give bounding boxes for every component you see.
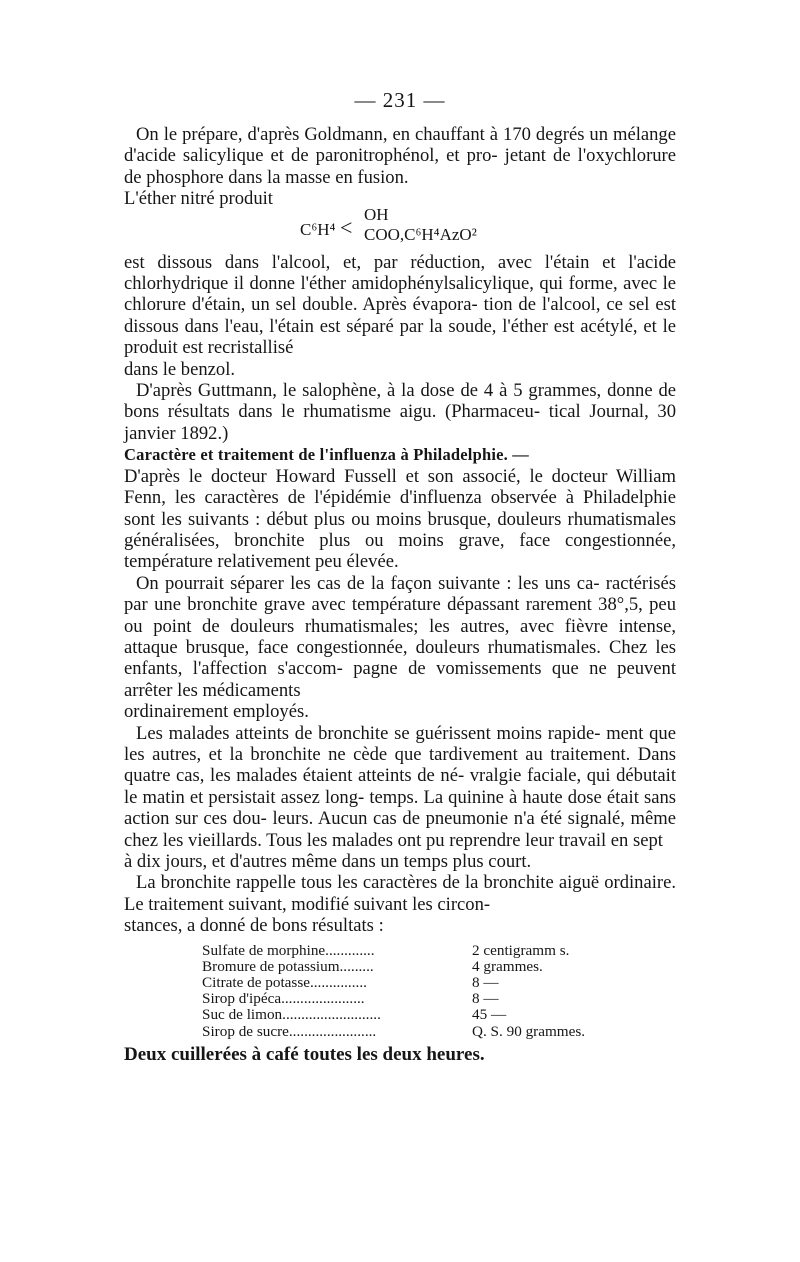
formula-base: C⁶H⁴ (300, 219, 336, 239)
text-line: vieillards. Tous les malades ont pu reprendre leur travail en sept (188, 829, 663, 851)
ingredient-name: Sirop d'ipéca...................... (202, 991, 365, 1008)
text-line: autres, avec fièvre intense, attaque brusque, face congestionnée, (124, 615, 676, 658)
formula-bracket: < (340, 214, 353, 240)
page-number: — 231 — (354, 88, 446, 112)
ingredient-quantity: 2 centigramm s. (472, 941, 570, 959)
text-line: D'après Guttmann, le salophène, à la dose de 4 à 5 grammes, (136, 380, 602, 402)
text-line: grave, face congestionnée, température relativement peu élevée. (124, 529, 676, 573)
text-line: chlorhydrique il donne l'éther amidophénylsalicylique, qui (124, 273, 564, 295)
paragraph-treatment (124, 872, 676, 936)
text-line: Les malades atteints de bronchite se guérissent moins rapide- (136, 722, 601, 744)
paragraph-guttmann (124, 380, 676, 444)
text-line: temps. La quinine à haute dose était sans action sur ces dou- (124, 786, 676, 830)
paragraph-influenza (124, 466, 676, 573)
paragraph-cases (124, 573, 676, 723)
ingredient-quantity: 8 — (472, 974, 499, 992)
ingredient-name: Sulfate de morphine............. (202, 942, 375, 959)
prescription-row (202, 975, 622, 991)
prescription-row (202, 1007, 622, 1023)
text-line: traitement. Dans quatre cas, les malades étaient atteints de né- (124, 743, 676, 787)
ingredient-name: Bromure de potassium......... (202, 958, 374, 975)
text-line: à dix jours, et d'autres même dans un temps plus court. (124, 851, 532, 872)
text-line: ractérisés par une bronchite grave avec température dépassant (124, 572, 676, 616)
text-line: rarement 38°,5, peu ou point de douleurs rhumatismales; les (124, 594, 676, 637)
ingredient-quantity: 8 — (472, 990, 499, 1008)
text-line: L'éther nitré produit (124, 188, 273, 210)
prescription-row (202, 943, 622, 959)
text-line: par la soude, l'éther est acétylé, et le produit est recristallisé (124, 315, 676, 359)
text-line: ment que les autres, et la bronchite ne cède que tardivement au (124, 722, 676, 765)
chemical-formula (124, 204, 676, 248)
text-line: On le prépare, d'après Goldmann, en chauffant à 170 degrés (136, 124, 585, 145)
text-line: donne de bons résultats dans le rhumatisme aigu. (Pharmaceu- (124, 380, 677, 423)
section-heading (124, 444, 676, 465)
text-line: On pourrait séparer les cas de la façon suivante : les uns ca- (136, 572, 600, 594)
ingredient-name: Citrate de potasse............... (202, 975, 367, 992)
text-line: est dissous dans l'alcool, et, par réduction, avec l'étain et l'acide (124, 251, 676, 273)
text-line: leurs. Aucun cas de pneumonie n'a été signalé, même chez les (124, 808, 676, 851)
text-line: vralgie faciale, qui débutait le matin et persistait assez long- (124, 765, 676, 808)
text-line: douleurs rhumatismales. Chez les enfants, l'affection s'accom- (124, 636, 676, 680)
text-line: douleurs rhumatismales généralisées, bronchite plus ou moins (124, 508, 676, 551)
text-column (124, 124, 676, 1065)
text-line: dans le benzol. (124, 358, 236, 380)
prescription-row (202, 959, 622, 975)
formula-top: OH (364, 204, 389, 224)
text-line: ordinaire. Le traitement suivant, modifié suivant les circon- (124, 872, 676, 915)
section-title: Caractère et traitement de l'influenza à Philadelphie. — (124, 445, 529, 465)
prescription-row (202, 1024, 622, 1040)
paragraph-preparation (124, 124, 676, 210)
ingredient-quantity: 45 — (472, 1006, 507, 1024)
text-line: La bronchite rappelle tous les caractères de la bronchite aiguë (136, 872, 600, 894)
text-line: pagne de vomissements que ne peuvent arrêter les médicaments (124, 658, 677, 701)
dosage-instruction: Deux cuillerées à café toutes les deux heures. (124, 1043, 485, 1065)
text-line: tical Journal, 30 janvier 1892.) (124, 401, 676, 444)
ingredient-name: Sirop de sucre....................... (202, 1023, 377, 1040)
formula-bottom: COO,C⁶H⁴AzO² (364, 224, 477, 244)
text-line: D'après le docteur Howard Fussell et son associé, le docteur (124, 465, 608, 487)
text-line: un mélange d'acide salicylique et de paronitrophénol, et pro- (124, 124, 676, 167)
text-line: tion de l'alcool, ce sel est dissous dans l'eau, l'étain est séparé (124, 294, 676, 337)
paragraph-recovery (124, 723, 676, 873)
text-line: William Fenn, les caractères de l'épidémie d'influenza observée (124, 465, 677, 509)
ingredient-quantity: Q. S. 90 grammes. (472, 1022, 586, 1040)
text-line: ordinairement employés. (124, 701, 309, 723)
text-line: forme, avec le chlorure d'étain, un sel double. Après évapora- (124, 273, 676, 316)
text-line: stances, a donné de bons résultats : (124, 915, 384, 937)
prescription-list (202, 943, 622, 1040)
text-line: à Philadelphie sont les suivants : début plus ou moins brusque, (124, 487, 676, 530)
ingredient-name: Suc de limon.......................... (202, 1007, 381, 1024)
prescription-row (202, 991, 622, 1007)
ingredient-quantity: 4 grammes. (472, 957, 543, 975)
text-line: jetant de l'oxychlorure de phosphore dans la masse en fusion. (124, 145, 677, 188)
paragraph-reduction (124, 252, 676, 380)
